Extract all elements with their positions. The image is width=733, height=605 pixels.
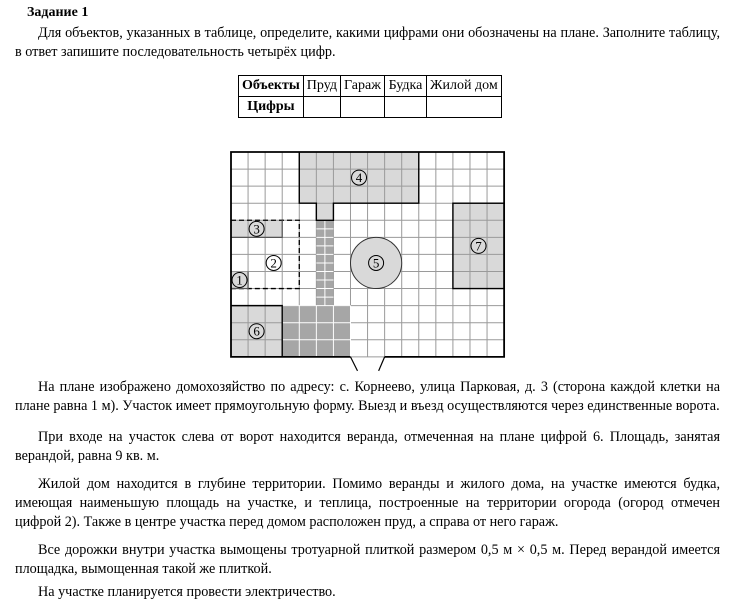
paragraph: Жилой дом находится в глубине территории. Помимо веранды и жилого дома, на участке имеются будка, имеющая наименьшую площадь на участке, и теплица, построенные на территории огорода (огород отмечен цифрой 2). Также в центре участка перед домом расположен пруд, а справа от него гараж. xyxy=(15,476,720,530)
task-instruction: Для объектов, указанных в таблице, определите, какими цифрами они обозначены на плане. Заполните таблицу, в ответ запишите последовательность четырёх цифр. xyxy=(15,25,720,60)
object-4-porch-fill xyxy=(316,203,333,220)
label-1-number: 1 xyxy=(236,272,243,288)
label-3-number: 3 xyxy=(253,221,260,237)
label-4-number: 4 xyxy=(355,170,363,186)
task-title: Задание 1 xyxy=(27,5,89,20)
object-cell: Пруд xyxy=(303,76,340,97)
objects-header: Объекты xyxy=(239,76,304,97)
object-cell: Будка xyxy=(384,76,426,97)
paragraph: При входе на участок слева от ворот находится веранда, отмеченная на плане цифрой 6. Площадь, занятая верандой, равна 9 кв. м. xyxy=(15,429,720,464)
label-7-number: 7 xyxy=(475,238,482,254)
digits-header: Цифры xyxy=(239,97,304,118)
paragraph: Все дорожки внутри участка вымощены тротуарной плиткой размером 0,5 м × 0,5 м. Перед верандой имеется площадка, вымощенная такой же плиткой. xyxy=(15,542,720,577)
paragraph: На плане изображено домохозяйство по адресу: с. Корнеево, улица Парковая, д. 3 (сторона каждой клетки на плане равна 1 м). Участок имеет прямоугольную форму. Выезд и въезд осуществляются через единственные ворота. xyxy=(15,379,720,414)
paragraph: На участке планируется провести электричество. xyxy=(38,584,336,600)
gate-right-leaf xyxy=(379,357,385,371)
gate-left-leaf xyxy=(350,357,357,371)
label-5-number: 5 xyxy=(372,255,380,271)
label-2-number: 2 xyxy=(270,255,277,271)
object-cell: Гараж xyxy=(340,76,384,97)
label-6-number: 6 xyxy=(253,323,260,339)
object-cell: Жилой дом xyxy=(426,76,501,97)
